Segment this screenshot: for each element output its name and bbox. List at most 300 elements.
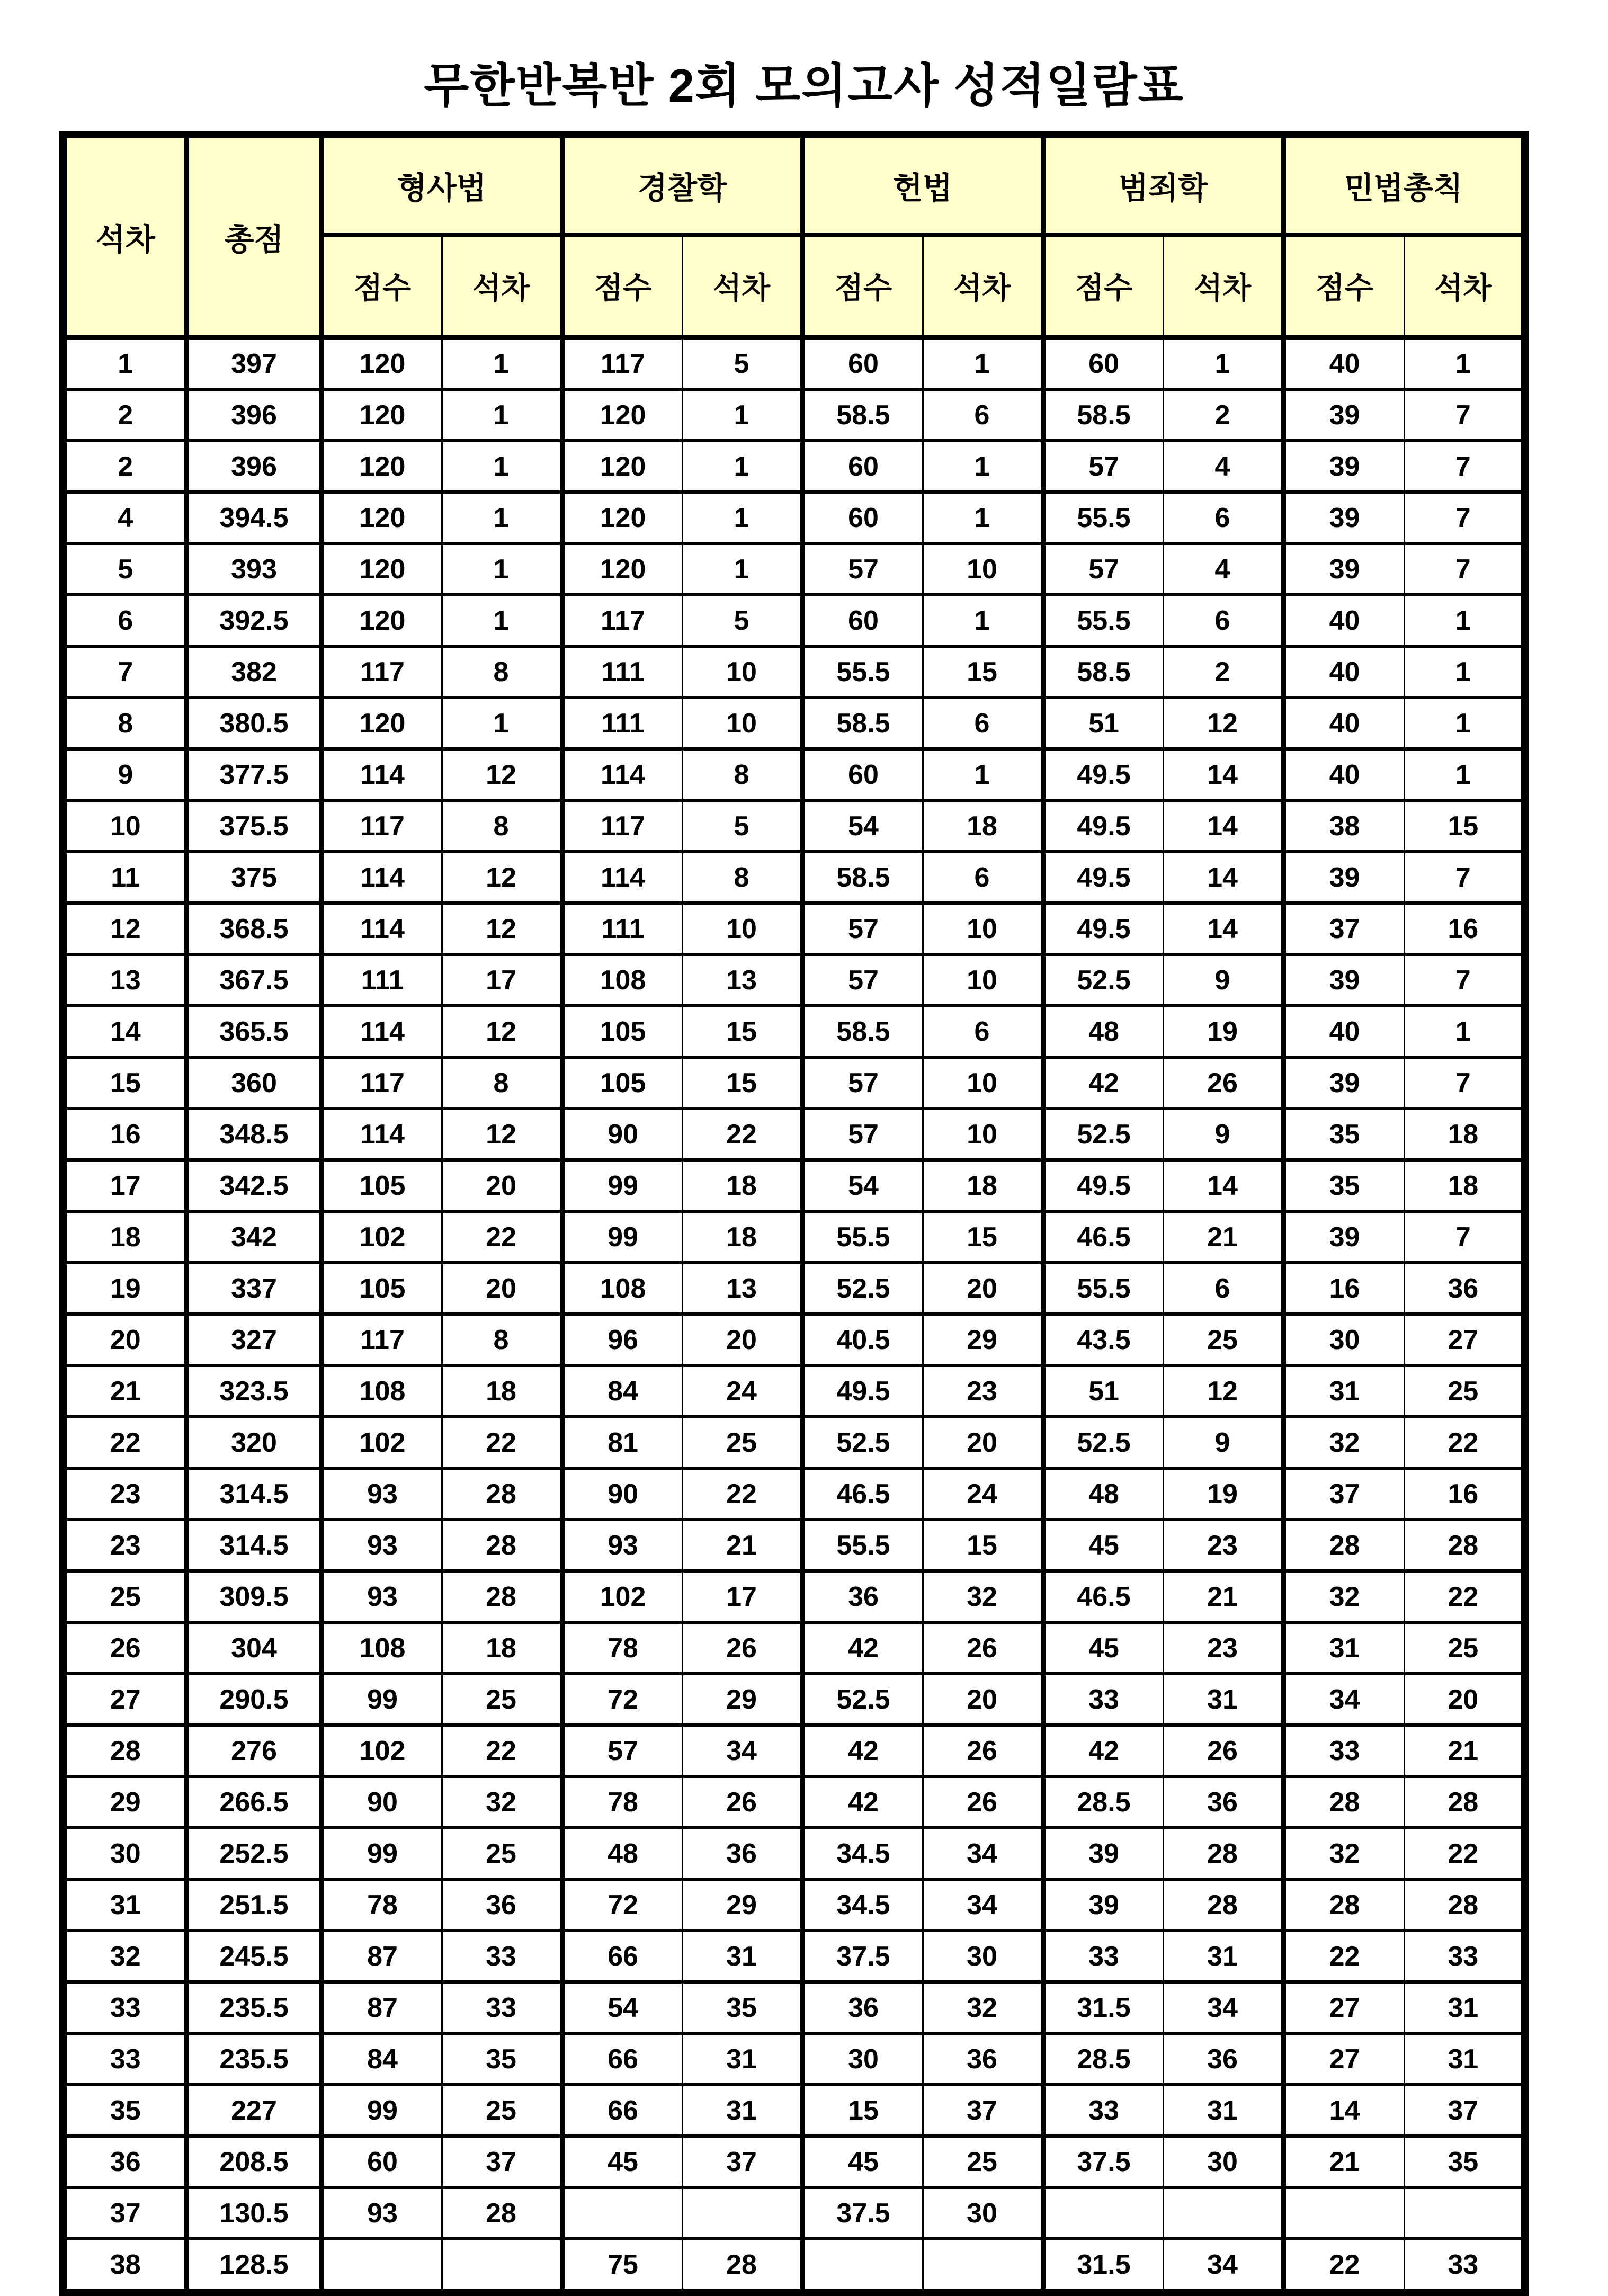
- table-cell: 52.5: [802, 1674, 923, 1725]
- table-cell: 37: [1283, 903, 1404, 954]
- table-cell: 18: [923, 1160, 1043, 1211]
- table-cell: 1: [923, 492, 1043, 543]
- table-cell: 33: [63, 1982, 186, 2033]
- table-cell: 6: [1163, 595, 1283, 646]
- table-cell: 105: [562, 1057, 682, 1109]
- table-cell: 2: [1163, 646, 1283, 698]
- table-cell: 93: [562, 1520, 682, 1571]
- table-cell: 114: [562, 852, 682, 903]
- table-cell: 114: [321, 852, 442, 903]
- table-cell: 66: [562, 2085, 682, 2136]
- table-cell: 32: [923, 1571, 1043, 1622]
- header-subject-constitution: 헌법: [802, 135, 1043, 235]
- table-cell: 10: [682, 698, 802, 749]
- table-cell: 32: [63, 1931, 186, 1982]
- table-cell: 120: [321, 337, 442, 390]
- table-cell: 12: [442, 903, 562, 954]
- table-cell: 22: [63, 1417, 186, 1468]
- table-cell: 117: [321, 646, 442, 698]
- table-cell: 5: [682, 595, 802, 646]
- table-cell: 12: [442, 852, 562, 903]
- table-cell: 111: [562, 698, 682, 749]
- table-cell: 6: [923, 698, 1043, 749]
- table-cell: 36: [1404, 1263, 1525, 1314]
- table-cell: 360: [186, 1057, 321, 1109]
- table-cell: 1: [923, 441, 1043, 492]
- table-cell: 58.5: [1043, 389, 1163, 441]
- table-cell: 38: [63, 2239, 186, 2292]
- table-cell: 120: [562, 492, 682, 543]
- table-cell: 60: [802, 337, 923, 390]
- table-cell: 7: [1404, 543, 1525, 595]
- table-cell: 26: [923, 1725, 1043, 1776]
- table-cell: 49.5: [1043, 903, 1163, 954]
- table-row: [63, 1109, 1525, 1160]
- table-cell: 49.5: [1043, 852, 1163, 903]
- table-cell: 33: [442, 1982, 562, 2033]
- table-cell: 10: [923, 543, 1043, 595]
- table-cell: 26: [1163, 1057, 1283, 1109]
- table-cell: 18: [1404, 1109, 1525, 1160]
- table-cell: 31: [1163, 1674, 1283, 1725]
- table-cell: 58.5: [802, 389, 923, 441]
- table-cell: 34: [1163, 2239, 1283, 2292]
- subheader-score: 점수: [1043, 235, 1163, 337]
- table-cell: 6: [923, 852, 1043, 903]
- table-row: [63, 2187, 1525, 2239]
- table-cell: 12: [1163, 1365, 1283, 1417]
- table-cell: 45: [802, 2136, 923, 2187]
- table-cell: 84: [321, 2033, 442, 2085]
- table-cell: 49.5: [1043, 800, 1163, 852]
- table-row: [63, 1160, 1525, 1211]
- table-cell: 55.5: [1043, 492, 1163, 543]
- table-row: [63, 749, 1525, 800]
- table-row: [63, 1314, 1525, 1365]
- table-cell: 20: [923, 1263, 1043, 1314]
- table-cell: 105: [321, 1160, 442, 1211]
- table-cell: 26: [923, 1776, 1043, 1828]
- table-cell: 120: [321, 441, 442, 492]
- table-cell: 1: [63, 337, 186, 390]
- table-cell: 290.5: [186, 1674, 321, 1725]
- table-cell: 7: [1404, 852, 1525, 903]
- table-cell: 342.5: [186, 1160, 321, 1211]
- page-title: 무한반복반 2회 모의고사 성적일람표: [424, 59, 1184, 112]
- table-cell: 114: [321, 903, 442, 954]
- table-cell: 4: [63, 492, 186, 543]
- table-cell: 58.5: [802, 852, 923, 903]
- table-cell: 15: [682, 1057, 802, 1109]
- table-row: [63, 1417, 1525, 1468]
- table-cell: 21: [1163, 1571, 1283, 1622]
- table-cell: 29: [923, 1314, 1043, 1365]
- table-cell: 30: [1163, 2136, 1283, 2187]
- table-cell: 57: [562, 1725, 682, 1776]
- table-cell: 28: [442, 1468, 562, 1520]
- table-cell: 37.5: [1043, 2136, 1163, 2187]
- table-cell: 18: [923, 800, 1043, 852]
- table-cell: 276: [186, 1725, 321, 1776]
- table-cell: 18: [682, 1160, 802, 1211]
- table-cell: 28.5: [1043, 1776, 1163, 1828]
- table-cell: 87: [321, 1982, 442, 2033]
- subheader-score: 점수: [1283, 235, 1404, 337]
- table-cell: 1: [1404, 646, 1525, 698]
- table-cell: 9: [1163, 954, 1283, 1006]
- table-cell: 40: [1283, 337, 1404, 390]
- table-cell: 9: [63, 749, 186, 800]
- header-subject-civil-law: 민법총칙: [1283, 135, 1525, 235]
- table-cell: 57: [802, 543, 923, 595]
- table-cell: 382: [186, 646, 321, 698]
- table-cell: 45: [1043, 1520, 1163, 1571]
- table-cell: 1: [442, 698, 562, 749]
- table-cell: 114: [321, 749, 442, 800]
- table-cell: 12: [442, 1006, 562, 1057]
- table-cell: 87: [321, 1931, 442, 1982]
- table-cell: 90: [562, 1109, 682, 1160]
- table-cell: 114: [321, 1006, 442, 1057]
- table-cell: 37.5: [802, 1931, 923, 1982]
- table-cell: 128.5: [186, 2239, 321, 2292]
- table-cell: 20: [923, 1417, 1043, 1468]
- table-cell: 12: [63, 903, 186, 954]
- table-cell: 16: [1404, 903, 1525, 954]
- table-row: [63, 1211, 1525, 1263]
- table-cell: 37: [63, 2187, 186, 2239]
- table-cell: 120: [321, 595, 442, 646]
- table-cell: 25: [1404, 1365, 1525, 1417]
- table-cell: 55.5: [802, 646, 923, 698]
- table-cell: 14: [1283, 2085, 1404, 2136]
- table-cell: 21: [1404, 1725, 1525, 1776]
- table-cell: 60: [1043, 337, 1163, 390]
- table-cell: 28: [442, 1571, 562, 1622]
- table-cell: 375: [186, 852, 321, 903]
- table-cell: 102: [321, 1725, 442, 1776]
- table-cell: 120: [562, 441, 682, 492]
- table-cell: 78: [562, 1776, 682, 1828]
- table-cell: 31.5: [1043, 1982, 1163, 2033]
- table-cell: 20: [682, 1314, 802, 1365]
- table-cell: 7: [1404, 954, 1525, 1006]
- table-cell: 90: [562, 1468, 682, 1520]
- table-cell: 48: [1043, 1468, 1163, 1520]
- table-cell: 105: [562, 1006, 682, 1057]
- table-row: [63, 903, 1525, 954]
- table-row: [63, 337, 1525, 390]
- table-row: [63, 954, 1525, 1006]
- table-cell: 28: [442, 2187, 562, 2239]
- table-cell: 23: [1163, 1520, 1283, 1571]
- table-cell: 39: [1283, 852, 1404, 903]
- table-cell: 8: [682, 749, 802, 800]
- table-cell: 21: [1163, 1211, 1283, 1263]
- table-row: [63, 2085, 1525, 2136]
- table-cell: 14: [1163, 1160, 1283, 1211]
- table-row: [63, 1571, 1525, 1622]
- table-cell: 108: [562, 954, 682, 1006]
- table-cell: 15: [63, 1057, 186, 1109]
- table-cell: 78: [321, 1879, 442, 1931]
- table-row: [63, 389, 1525, 441]
- table-cell: 32: [1283, 1571, 1404, 1622]
- table-cell: 46.5: [1043, 1571, 1163, 1622]
- table-cell: 40: [1283, 595, 1404, 646]
- table-cell: 8: [63, 698, 186, 749]
- table-cell: 2: [63, 389, 186, 441]
- table-cell: 42: [802, 1776, 923, 1828]
- table-cell: 33: [63, 2033, 186, 2085]
- table-cell: 57: [1043, 543, 1163, 595]
- table-cell: 30: [63, 1828, 186, 1879]
- table-cell: 1: [442, 543, 562, 595]
- table-cell: 52.5: [1043, 1417, 1163, 1468]
- table-cell: 21: [682, 1520, 802, 1571]
- table-row: [63, 492, 1525, 543]
- table-cell: 8: [442, 800, 562, 852]
- table-cell: 245.5: [186, 1931, 321, 1982]
- table-cell: 93: [321, 1468, 442, 1520]
- table-cell: 252.5: [186, 1828, 321, 1879]
- table-row: [63, 1725, 1525, 1776]
- table-cell: 49.5: [802, 1365, 923, 1417]
- table-cell: 39: [1283, 1057, 1404, 1109]
- table-cell: 40: [1283, 698, 1404, 749]
- table-cell: 33: [1043, 1931, 1163, 1982]
- table-cell: 15: [923, 1520, 1043, 1571]
- table-cell: 5: [682, 800, 802, 852]
- table-cell: [802, 2239, 923, 2292]
- table-cell: 57: [802, 903, 923, 954]
- table-cell: 120: [562, 543, 682, 595]
- table-cell: 5: [682, 337, 802, 390]
- table-cell: 24: [682, 1365, 802, 1417]
- table-row: [63, 1057, 1525, 1109]
- table-cell: 27: [1283, 2033, 1404, 2085]
- table-cell: 28: [1404, 1776, 1525, 1828]
- table-cell: 25: [442, 1674, 562, 1725]
- table-cell: 9: [1163, 1109, 1283, 1160]
- table-row: [63, 800, 1525, 852]
- table-cell: 35: [682, 1982, 802, 2033]
- table-cell: 1: [1404, 337, 1525, 390]
- table-cell: 32: [1283, 1828, 1404, 1879]
- table-cell: [1043, 2187, 1163, 2239]
- table-cell: 105: [321, 1263, 442, 1314]
- table-cell: 99: [562, 1160, 682, 1211]
- table-cell: 42: [1043, 1725, 1163, 1776]
- table-cell: 27: [1283, 1982, 1404, 2033]
- table-cell: 394.5: [186, 492, 321, 543]
- table-cell: 33: [1043, 2085, 1163, 2136]
- table-cell: 117: [321, 1057, 442, 1109]
- score-table: [59, 131, 1529, 2296]
- header-subject-criminal-law: 형사법: [321, 135, 562, 235]
- table-cell: 42: [1043, 1057, 1163, 1109]
- header-total: 총점: [186, 135, 321, 337]
- table-row: [63, 543, 1525, 595]
- table-cell: 27: [1404, 1314, 1525, 1365]
- table-cell: 120: [321, 492, 442, 543]
- table-cell: 54: [562, 1982, 682, 2033]
- table-cell: [442, 2239, 562, 2292]
- table-cell: [1163, 2187, 1283, 2239]
- table-cell: 20: [442, 1263, 562, 1314]
- table-cell: 33: [1404, 2239, 1525, 2292]
- table-cell: 18: [442, 1365, 562, 1417]
- table-cell: 26: [63, 1622, 186, 1674]
- table-cell: 8: [442, 1057, 562, 1109]
- table-cell: 32: [442, 1776, 562, 1828]
- table-cell: 1: [1404, 595, 1525, 646]
- table-cell: 39: [1283, 543, 1404, 595]
- table-cell: 17: [442, 954, 562, 1006]
- table-cell: 52.5: [802, 1417, 923, 1468]
- table-cell: 40: [1283, 646, 1404, 698]
- table-cell: 35: [1283, 1109, 1404, 1160]
- table-cell: 28: [1404, 1879, 1525, 1931]
- table-cell: 34.5: [802, 1879, 923, 1931]
- table-cell: 34: [682, 1725, 802, 1776]
- table-cell: 57: [802, 1057, 923, 1109]
- table-cell: 30: [802, 2033, 923, 2085]
- table-cell: 5: [63, 543, 186, 595]
- table-cell: 45: [1043, 1622, 1163, 1674]
- table-cell: 320: [186, 1417, 321, 1468]
- table-cell: 28: [442, 1520, 562, 1571]
- table-row: [63, 1879, 1525, 1931]
- table-cell: 30: [923, 1931, 1043, 1982]
- table-cell: 37: [1404, 2085, 1525, 2136]
- table-cell: 15: [802, 2085, 923, 2136]
- table-cell: 337: [186, 1263, 321, 1314]
- table-row: [63, 1982, 1525, 2033]
- table-cell: 35: [1404, 2136, 1525, 2187]
- table-cell: 31.5: [1043, 2239, 1163, 2292]
- table-cell: 117: [562, 800, 682, 852]
- table-cell: 20: [923, 1674, 1043, 1725]
- table-row: [63, 1468, 1525, 1520]
- table-row: [63, 1674, 1525, 1725]
- table-cell: 36: [802, 1982, 923, 2033]
- table-cell: 10: [63, 800, 186, 852]
- table-cell: 22: [442, 1417, 562, 1468]
- table-cell: 8: [682, 852, 802, 903]
- table-cell: 51: [1043, 1365, 1163, 1417]
- table-cell: 17: [63, 1160, 186, 1211]
- table-row: [63, 698, 1525, 749]
- table-cell: 37: [442, 2136, 562, 2187]
- table-cell: 22: [1404, 1417, 1525, 1468]
- table-cell: 33: [1404, 1931, 1525, 1982]
- table-cell: 18: [63, 1211, 186, 1263]
- table-cell: 39: [1283, 389, 1404, 441]
- table-cell: 120: [321, 389, 442, 441]
- table-cell: 60: [802, 492, 923, 543]
- table-cell: 99: [321, 2085, 442, 2136]
- table-cell: 14: [1163, 852, 1283, 903]
- table-cell: 396: [186, 441, 321, 492]
- table-cell: 1: [442, 595, 562, 646]
- table-cell: 31: [1163, 2085, 1283, 2136]
- table-cell: 55.5: [1043, 1263, 1163, 1314]
- table-cell: 37: [682, 2136, 802, 2187]
- table-cell: 35: [442, 2033, 562, 2085]
- header-subject-criminology: 범죄학: [1043, 135, 1283, 235]
- table-cell: 15: [923, 1211, 1043, 1263]
- table-cell: [321, 2239, 442, 2292]
- table-cell: 23: [923, 1365, 1043, 1417]
- table-cell: 34.5: [802, 1828, 923, 1879]
- subheader-rank: 석차: [682, 235, 802, 337]
- table-cell: 1: [442, 389, 562, 441]
- table-cell: 34: [923, 1828, 1043, 1879]
- table-cell: [1404, 2187, 1525, 2239]
- table-cell: 23: [63, 1468, 186, 1520]
- table-cell: 57: [802, 1109, 923, 1160]
- table-cell: 28: [63, 1725, 186, 1776]
- table-cell: 16: [1283, 1263, 1404, 1314]
- header-group-row: [63, 135, 1525, 235]
- table-cell: 1: [1404, 1006, 1525, 1057]
- table-cell: 23: [63, 1520, 186, 1571]
- table-cell: 43.5: [1043, 1314, 1163, 1365]
- table-cell: 12: [442, 749, 562, 800]
- table-cell: 22: [1404, 1571, 1525, 1622]
- table-cell: 31: [63, 1879, 186, 1931]
- table-cell: 28: [1283, 1776, 1404, 1828]
- table-cell: 1: [442, 441, 562, 492]
- table-cell: 48: [562, 1828, 682, 1879]
- table-cell: 368.5: [186, 903, 321, 954]
- table-cell: 21: [63, 1365, 186, 1417]
- table-cell: 39: [1283, 492, 1404, 543]
- table-cell: 266.5: [186, 1776, 321, 1828]
- table-cell: 55.5: [1043, 595, 1163, 646]
- table-cell: 9: [1163, 1417, 1283, 1468]
- table-cell: 49.5: [1043, 1160, 1163, 1211]
- table-row: [63, 1520, 1525, 1571]
- table-cell: 66: [562, 1931, 682, 1982]
- table-cell: 314.5: [186, 1468, 321, 1520]
- table-cell: 117: [321, 1314, 442, 1365]
- table-cell: 46.5: [1043, 1211, 1163, 1263]
- table-cell: 39: [1043, 1879, 1163, 1931]
- table-row: [63, 1263, 1525, 1314]
- table-cell: 10: [923, 1109, 1043, 1160]
- table-cell: 25: [923, 2136, 1043, 2187]
- table-cell: 26: [1163, 1725, 1283, 1776]
- header-rank: 석차: [63, 135, 186, 337]
- table-cell: 19: [63, 1263, 186, 1314]
- table-cell: [1283, 2187, 1404, 2239]
- table-cell: 58.5: [1043, 646, 1163, 698]
- table-cell: 39: [1043, 1828, 1163, 1879]
- table-cell: 13: [63, 954, 186, 1006]
- table-cell: 1: [1404, 698, 1525, 749]
- table-cell: 7: [1404, 1057, 1525, 1109]
- table-cell: 93: [321, 1571, 442, 1622]
- table-cell: 1: [923, 749, 1043, 800]
- table-cell: 15: [1404, 800, 1525, 852]
- table-cell: 33: [1283, 1725, 1404, 1776]
- table-row: [63, 2239, 1525, 2292]
- table-cell: 36: [682, 1828, 802, 1879]
- table-cell: 52.5: [1043, 1109, 1163, 1160]
- table-cell: 66: [562, 2033, 682, 2085]
